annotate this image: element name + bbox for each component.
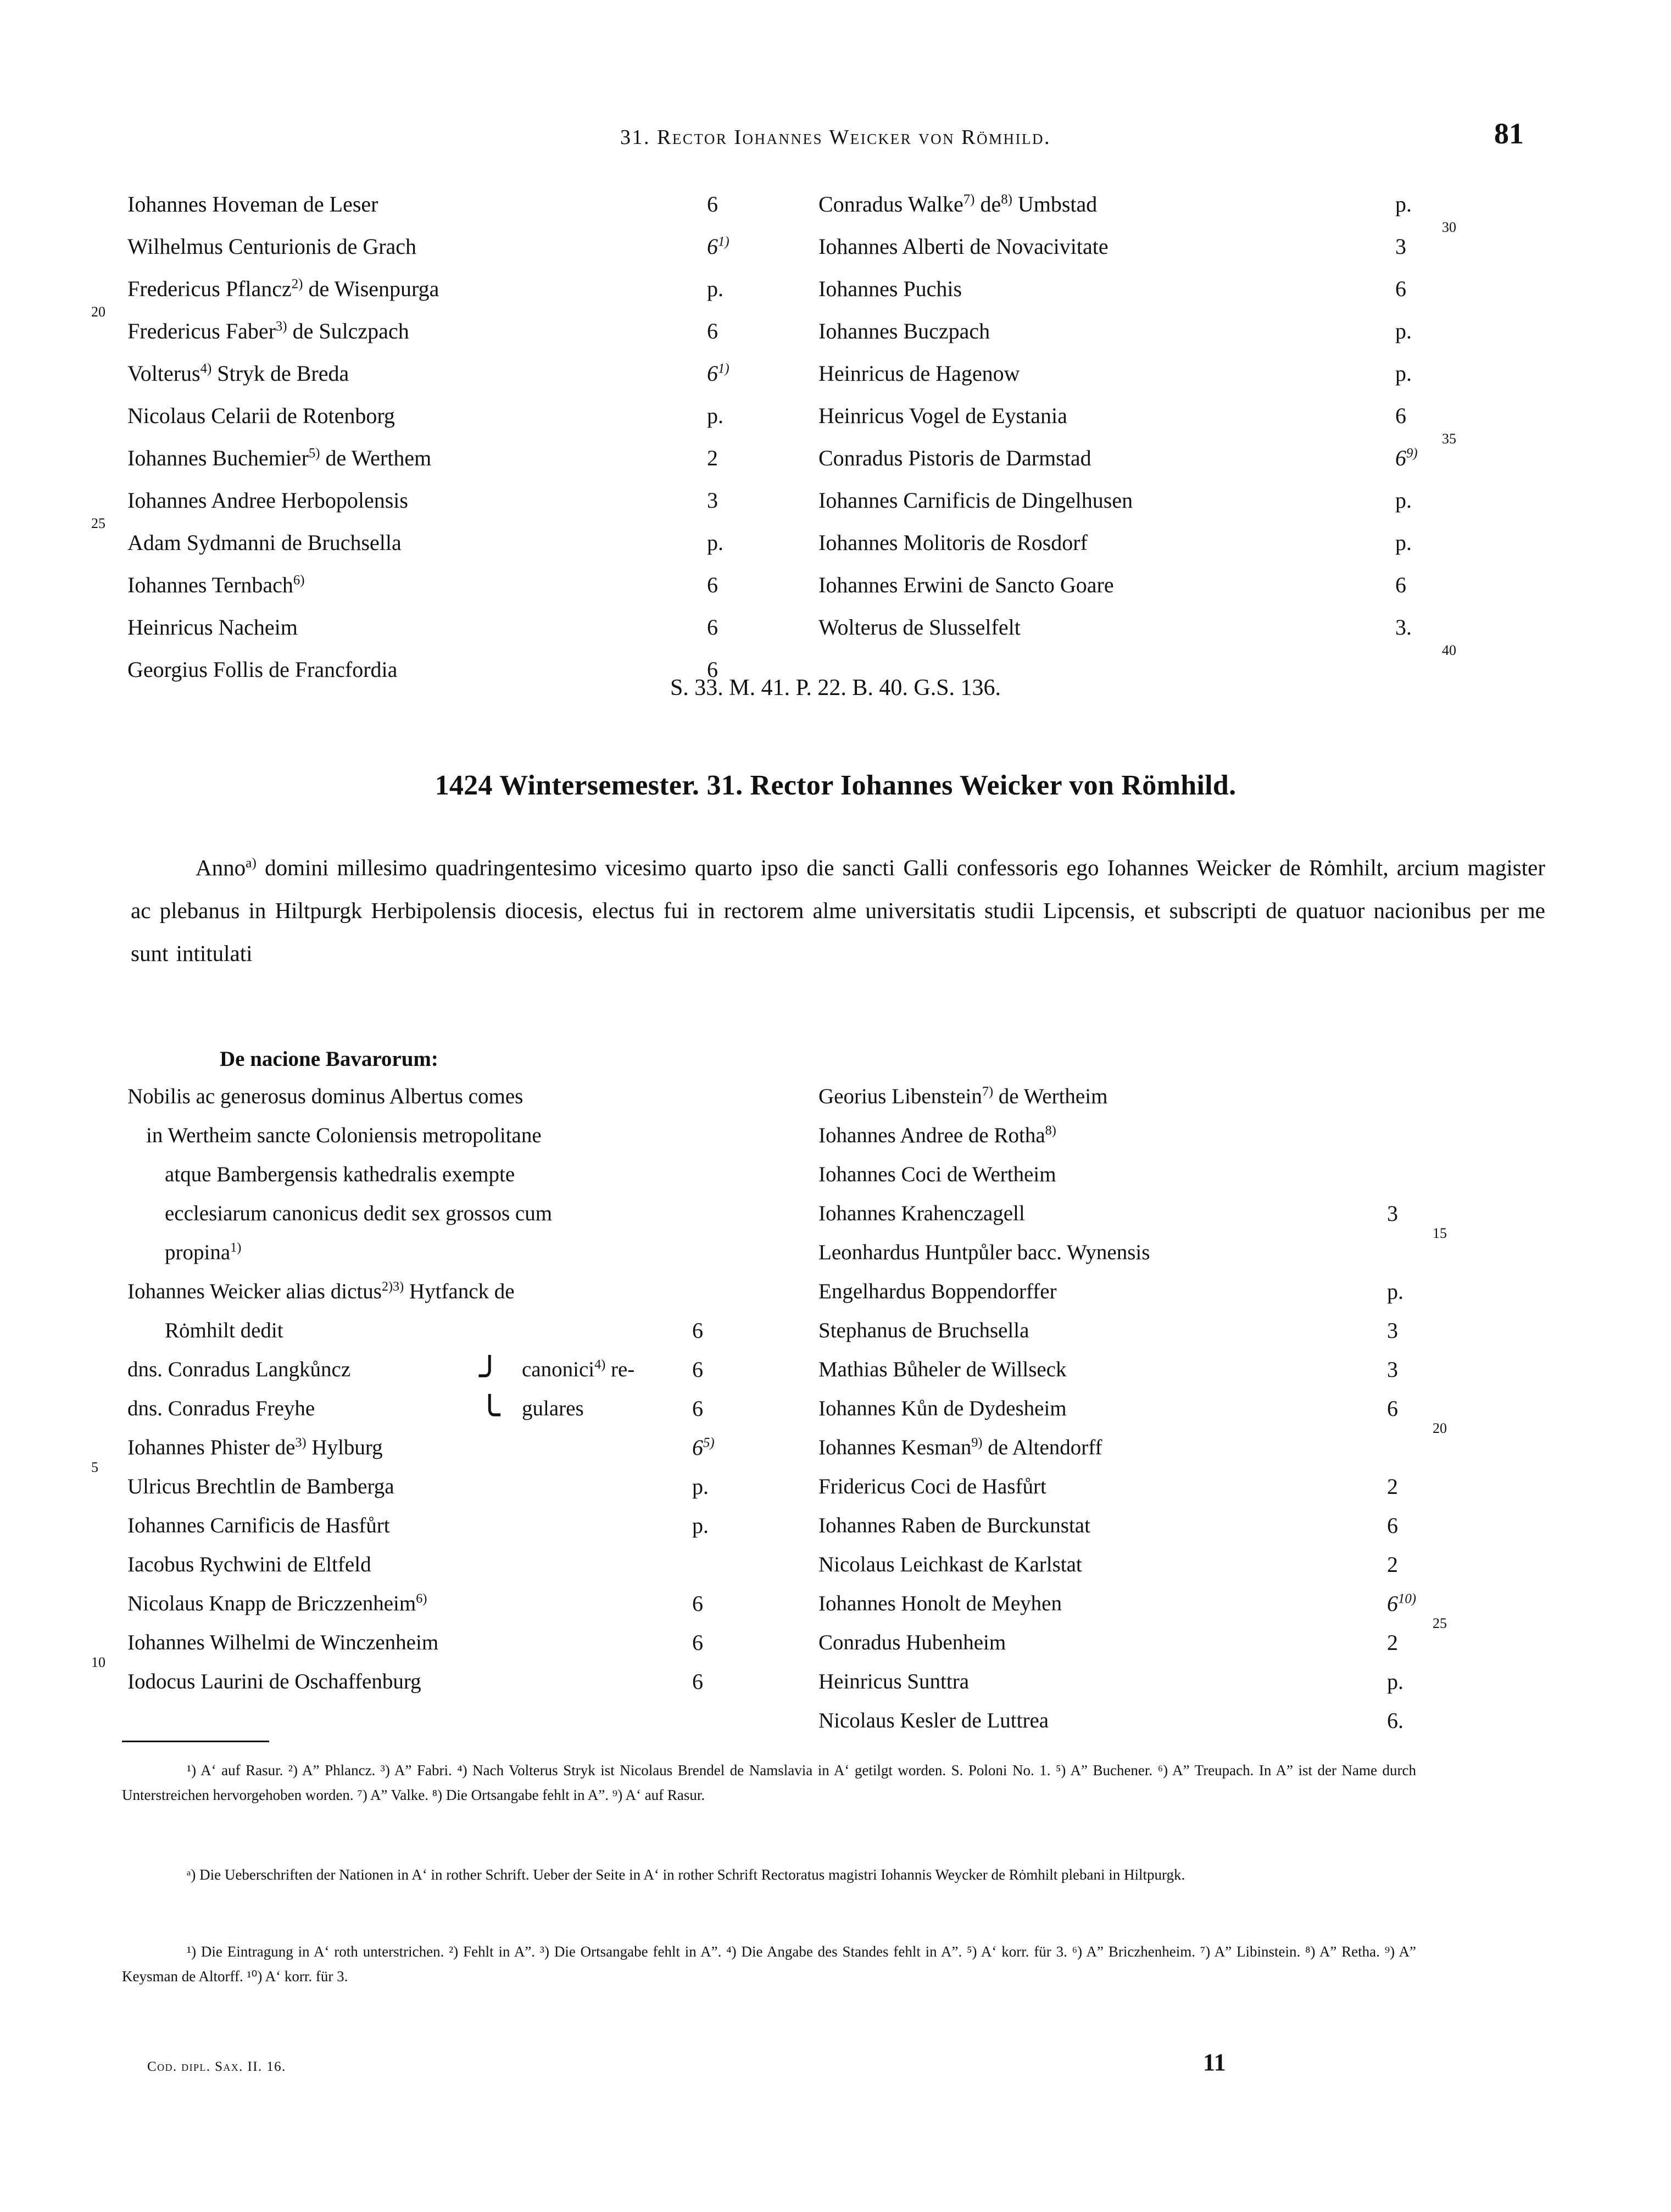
entry-name: Nicolaus Kesler de Luttrea — [818, 1709, 1049, 1732]
entry-value: 6$^{10)}$ — [1387, 1591, 1417, 1616]
list-item — [127, 1398, 818, 1437]
list-item — [818, 1593, 1511, 1632]
entry-name: in Wertheim sancte Coloniensis metropolitane — [146, 1124, 542, 1147]
entry-name: Iohannes Phister $de^{3)}$ Hylburg — [127, 1435, 383, 1459]
list-item — [818, 193, 1511, 236]
entry-name: Leonhardus Huntpůler bacc. Wynensis — [818, 1241, 1150, 1264]
volume-signature: Cod. dipl. Sax. II. 16. — [147, 2059, 286, 2074]
entry-braced-label: gulares — [522, 1397, 584, 1420]
entry-value: 6 — [692, 1357, 703, 1382]
footnote-group-lettered: ᵃ) Die Ueberschriften der Nationen in A‘ in rother Schrift. Ueber der Seite in A‘ in rother Schrift Rectoratus magistri Iohannis Weycker de Rȯmhilt plebani in Hiltpurgk. — [187, 1866, 1185, 1883]
list-item — [818, 1320, 1511, 1359]
margin-line-number: 35 — [1442, 431, 1456, 447]
entry-name: Iohannes Andree Herbopolensis — [127, 488, 408, 513]
entry-name: Wolterus de Slusselfelt — [818, 615, 1021, 640]
entry-value: 6$^{1)}$ — [707, 361, 729, 386]
entry-value: p. — [692, 1474, 709, 1499]
entry-value: 6 — [1395, 573, 1406, 597]
entry-name: dns. Conradus Langkůncz — [127, 1358, 351, 1381]
entry-name: Iohannes Raben de Burckunstat — [818, 1514, 1090, 1537]
entry-value: p. — [1387, 1279, 1403, 1304]
entry-value: 6 — [692, 1630, 703, 1655]
entry-value: p. — [1395, 319, 1412, 343]
entry-value: p. — [707, 530, 723, 555]
margin-line-number: 40 — [1442, 642, 1456, 658]
list-item — [818, 1164, 1511, 1203]
list-item — [818, 1203, 1511, 1242]
entry-value: 2 — [1387, 1474, 1398, 1499]
entry-name: Fridericus Coci de Hasfůrt — [818, 1475, 1046, 1498]
entry-value: 6$^{5)}$ — [692, 1435, 715, 1460]
matriculation-list-section-1 — [91, 192, 1511, 701]
entry-value: 2 — [1387, 1630, 1398, 1655]
entry-value: 6 — [692, 1669, 703, 1694]
entry-name: Stephanus de Bruchsella — [818, 1319, 1029, 1342]
brace-glyph: ╰ — [479, 1396, 500, 1435]
list-item — [818, 405, 1511, 447]
list-item — [127, 405, 818, 447]
entry-name: Conradus Walke$^{7)}$ $de^{8)}$ Umbstad — [818, 192, 1098, 216]
entry-value: 6 — [707, 192, 718, 216]
entry-name: Iohannes Erwini de Sancto Goare — [818, 573, 1114, 597]
nation-heading: De nacione Bavarorum: — [220, 1047, 438, 1071]
nation-totals-summary: S. 33. M. 41. P. 22. B. 40. G.S. 136. — [670, 675, 1001, 701]
entry-name: Iohannes Weicker alias dictus$^{2)3)}$ Hytfanck de — [127, 1279, 515, 1303]
entry-name: Iohannes Molitoris de Rosdorf — [818, 530, 1088, 555]
entry-name: Nobilis ac generosus dominus Albertus comes — [127, 1085, 523, 1108]
list-item — [818, 1554, 1511, 1593]
list-item — [818, 574, 1511, 616]
entry-value: p. — [1395, 361, 1412, 386]
list-item — [127, 616, 818, 659]
entry-value: 6 — [1387, 1396, 1398, 1421]
list-item — [818, 363, 1511, 405]
entry-name: Iohannes Wilhelmi de Winczenheim — [127, 1631, 439, 1654]
entry-name: Iohannes Honolt de Meyhen — [818, 1592, 1062, 1615]
footnote-rule — [122, 1741, 269, 1742]
list-item — [818, 1359, 1511, 1398]
entry-name: Nicolaus Leichkast de Karlstat — [818, 1553, 1082, 1576]
entry-value: p. — [1395, 488, 1412, 513]
entry-name: Conradus Pistoris de Darmstad — [818, 446, 1091, 470]
entry-value: p. — [1395, 192, 1412, 216]
entry-value: 3 — [1395, 234, 1406, 259]
list-item — [818, 1476, 1511, 1515]
name-column-right — [818, 193, 1511, 701]
entry-name: Iohannes Kesman$^{9)}$ de Altendorff — [818, 1435, 1102, 1459]
entry-value: p. — [692, 1513, 709, 1538]
entry-value: 6 — [707, 657, 718, 682]
entry-value: 3. — [1395, 615, 1412, 640]
entry-name: Mathias Bůheler de Willseck — [818, 1358, 1067, 1381]
footnote-group-numeric-lower: ¹) Die Eintragung in A‘ roth unterstrichen. ²) Fehlt in A”. ³) Die Ortsangabe fehlt in A”. ⁴) Die Angabe des Standes fehlt in A”. ⁵) A‘ korr. für 3. ⁶) A” Briczhenheim. ⁷) A” Libinstein. ⁸) A” Retha. ⁹) A” Keysman de Altorff. ¹⁰) A‘ korr. für 3. — [122, 1943, 1416, 1985]
entry-name: Iohannes Alberti de Novacivitate — [818, 234, 1109, 259]
line-number: 20 — [91, 304, 105, 320]
entry-value: 2 — [1387, 1552, 1398, 1577]
running-head-title: 31. Rector Iohannes Weicker von Römhild. — [620, 126, 1051, 149]
list-item — [127, 1359, 818, 1398]
entry-value: 6 — [707, 319, 718, 343]
entry-name: Volterus$^{4)}$ Stryk de Breda — [127, 361, 349, 386]
entry-name: Engelhardus Boppendorffer — [818, 1280, 1057, 1303]
entry-value: 6 — [707, 573, 718, 597]
section-heading: 1424 Wintersemester. 31. Rector Iohannes Weicker von Römhild. — [435, 770, 1236, 801]
entry-value: 6 — [1395, 403, 1406, 428]
entry-name: Heinricus Vogel de Eystania — [818, 403, 1067, 428]
entry-value: 6 — [1395, 276, 1406, 301]
entry-name: Iohannes Puchis — [818, 276, 962, 301]
entry-name: Heinricus Nacheim — [127, 615, 298, 640]
list-item — [127, 1086, 818, 1125]
entry-name: Rȯmhilt dedit — [165, 1319, 283, 1342]
bavarian-column-left — [91, 1047, 818, 1749]
entry-value: p. — [1395, 530, 1412, 555]
entry-name: Heinricus Sunttra — [818, 1670, 970, 1693]
list-item — [818, 1671, 1511, 1710]
entry-name: Iohannes Kůn de Dydesheim — [818, 1397, 1067, 1420]
entry-value: 6 — [692, 1396, 703, 1421]
list-item — [91, 1435, 818, 1476]
entry-name: Iohannes Coci de Wertheim — [818, 1163, 1056, 1186]
list-item — [127, 193, 818, 236]
entry-name: Ulricus Brechtlin de Bamberga — [127, 1475, 394, 1498]
list-item — [127, 1593, 818, 1632]
list-item — [127, 1242, 818, 1281]
list-item — [818, 1086, 1511, 1125]
entry-name: Fredericus Faber$^{3)}$ de Sulczpach — [127, 319, 409, 343]
entry-value: 3 — [1387, 1201, 1398, 1226]
entry-name: Nicolaus Knapp de Briczzenheim$^{6)}$ — [127, 1591, 427, 1615]
margin-line-number: 25 — [1433, 1615, 1447, 1631]
rector-preamble-paragraph — [131, 846, 1545, 975]
rector-preamble-text: Anno$^{a)}$ domini millesimo quadringentesimo vicesimo quarto ipso die sancti Galli confessoris ego Iohannes Weicker de Rȯmhilt, arcium magister ac plebanus in Hiltpurgk Herbipolensis diocesis, electus fui in rectorem alme universitatis studii Lipcensis, et subscripti de quatuor nacionibus per me sunt intitulati — [131, 855, 1545, 966]
entry-name: Fredericus Pflancz$^{2)}$ de Wisenpurga — [127, 276, 439, 301]
list-item — [91, 1630, 818, 1671]
list-item — [818, 532, 1511, 574]
entry-value: 6$^{1)}$ — [707, 234, 729, 259]
list-item — [91, 276, 818, 320]
entry-value: 3 — [1387, 1357, 1398, 1382]
list-item — [127, 1320, 818, 1359]
list-item — [127, 1671, 818, 1710]
list-item — [127, 532, 818, 574]
entry-name: Iohannes Carnificis de Dingelhusen — [818, 488, 1133, 513]
footnote-group-numeric-upper: ¹) A‘ auf Rasur. ²) A” Phlancz. ³) A” Fabri. ⁴) Nach Volterus Stryk ist Nicolaus Brendel de Namslavia in A‘ getilgt worden. S. Poloni No. 1. ⁵) A” Buchener. ⁶) A” Treupach. In A” ist der Name durch Unterstreichen hervorgehoben worden. ⁷) A” Valke. ⁸) Die Ortsangabe fehlt in A”. ⁹) A‘ auf Rasur. — [122, 1762, 1416, 1803]
list-item — [127, 574, 818, 616]
list-item — [818, 320, 1511, 363]
page-number: 81 — [1494, 117, 1524, 150]
brace-glyph: ╯ — [479, 1357, 500, 1396]
list-item — [127, 1281, 818, 1320]
list-item — [818, 1125, 1511, 1164]
list-item — [818, 447, 1511, 490]
list-item — [818, 278, 1511, 320]
entry-name: Iodocus Laurini de Oschaffenburg — [127, 1670, 421, 1693]
list-item — [818, 1281, 1511, 1320]
line-number: 10 — [91, 1654, 105, 1670]
list-item — [818, 1398, 1511, 1437]
list-item — [127, 236, 818, 278]
running-head — [0, 125, 1671, 149]
entry-value: 3 — [1387, 1318, 1398, 1343]
entry-name: Iacobus Rychwini de Eltfeld — [127, 1553, 371, 1576]
entry-value: p. — [707, 276, 723, 301]
entry-value: 6 — [1387, 1513, 1398, 1538]
entry-value: 2 — [707, 446, 718, 470]
entry-name: Iohannes Andree de Rotha$^{8)}$ — [818, 1123, 1056, 1147]
entry-value: 6. — [1387, 1708, 1403, 1733]
list-item — [818, 1437, 1511, 1476]
entry-value: 3 — [707, 488, 718, 513]
entry-name: Iohannes Buchemier$^{5)}$ de Werthem — [127, 446, 432, 470]
entry-name: Adam Sydmanni de Bruchsella — [127, 530, 402, 555]
entry-value: p. — [1387, 1669, 1403, 1694]
entry-name: atque Bambergensis kathedralis exempte — [165, 1163, 515, 1186]
entry-value: 6$^{9)}$ — [1395, 446, 1418, 470]
margin-line-number: 20 — [1433, 1420, 1447, 1436]
entry-name: Georgius Follis de Francfordia — [127, 657, 398, 682]
list-item — [127, 320, 818, 363]
list-item — [818, 490, 1511, 532]
list-item — [127, 1554, 818, 1593]
entry-name: Conradus Hubenheim — [818, 1631, 1006, 1654]
matriculation-list-section-2 — [91, 1047, 1511, 1749]
list-item — [818, 1515, 1511, 1554]
list-item — [818, 236, 1511, 278]
margin-line-number: 30 — [1442, 219, 1456, 235]
entry-name: Iohannes Buczpach — [818, 319, 990, 343]
list-item — [127, 1125, 818, 1164]
list-item — [127, 1164, 818, 1203]
entry-name: Wilhelmus Centurionis de Grach — [127, 234, 417, 259]
entry-name: Nicolaus Celarii de Rotenborg — [127, 403, 395, 428]
list-item — [127, 447, 818, 490]
entry-braced-label: canonici$^{4)}$ re- — [522, 1357, 635, 1381]
list-item — [127, 363, 818, 405]
entry-value: 6 — [692, 1591, 703, 1616]
entry-name: Iohannes Hoveman de Leser — [127, 192, 378, 216]
name-column-left — [91, 192, 818, 701]
list-item — [818, 1710, 1511, 1749]
entry-name: Iohannes Carnificis de Hasfůrt — [127, 1514, 390, 1537]
margin-line-number: 15 — [1433, 1225, 1447, 1241]
line-number: 5 — [91, 1459, 98, 1475]
entry-value: 6 — [692, 1318, 703, 1343]
list-item — [91, 488, 818, 532]
entry-name: ecclesiarum canonicus dedit sex grossos cum — [165, 1202, 553, 1225]
sheet-number: 11 — [1203, 2049, 1226, 2076]
line-number: 25 — [91, 515, 105, 531]
entry-name: Iohannes Ternbach$^{6)}$ — [127, 573, 305, 597]
list-item — [127, 1476, 818, 1515]
entry-value: 6 — [707, 615, 718, 640]
list-item — [818, 616, 1511, 659]
entry-name: Georius Libenstein$^{7)}$ de Wertheim — [818, 1084, 1108, 1108]
list-item — [818, 1632, 1511, 1671]
list-item — [818, 1242, 1511, 1281]
entry-name: dns. Conradus Freyhe — [127, 1397, 315, 1420]
list-item — [127, 1515, 818, 1554]
bavarian-column-right — [818, 1047, 1511, 1749]
list-item — [127, 1203, 818, 1242]
entry-name: propina$^{1)}$ — [165, 1240, 242, 1264]
entry-name: Iohannes Krahenczagell — [818, 1202, 1025, 1225]
entry-name: Heinricus de Hagenow — [818, 361, 1020, 386]
entry-value: p. — [707, 403, 723, 428]
